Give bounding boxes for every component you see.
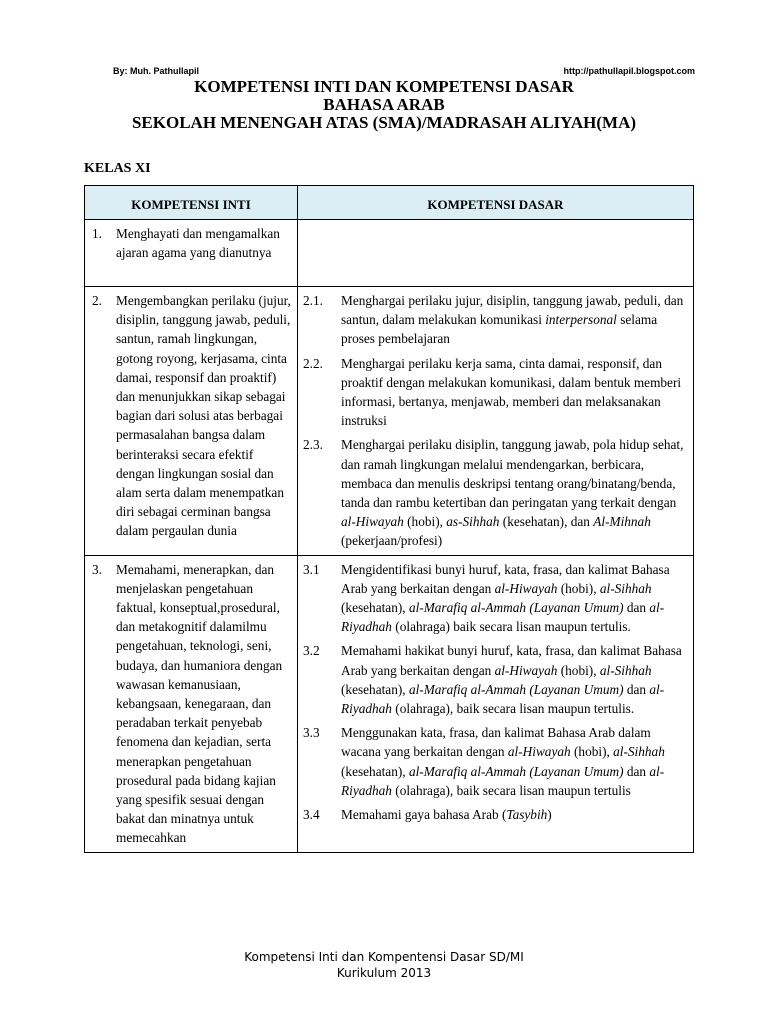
- kd-text-part: (kesehatan),: [341, 763, 409, 779]
- kd-term: al-Marafiq al-Ammah (Layanan Umum): [408, 763, 624, 779]
- kd-text-part: (olahraga) baik secara lisan maupun tertulis.: [391, 619, 631, 635]
- kd-text: [341, 354, 687, 431]
- kd-number: 2.1.: [303, 293, 323, 308]
- kd-text-part: (olahraga), baik secara lisan maupun tertulis.: [391, 701, 635, 717]
- kd-cell: [298, 287, 694, 556]
- kd-text-part: (kesehatan),: [341, 600, 409, 616]
- kd-term: interpersonal: [545, 312, 617, 328]
- kd-text-part: Memahami hakikat bunyi huruf, kata, frasa, dan kalimat Bahasa Arab yang berkaitan dengan: [341, 643, 682, 678]
- footer-line-1: Kompetensi Inti dan Kompentensi Dasar SD/MI: [244, 950, 524, 964]
- kd-term: al-Sihhah: [599, 580, 652, 596]
- kd-item: [303, 291, 687, 349]
- kd-term: al-Marafiq al-Ammah (Layanan Umum): [408, 681, 624, 697]
- blog-url[interactable]: http://pathullapil.blogspot.com: [563, 66, 695, 76]
- table-row: [85, 287, 694, 556]
- kd-term: al-Hiwayah: [494, 662, 558, 678]
- kd-text-part: Memahami gaya bahasa Arab (: [341, 807, 507, 823]
- kd-number: 3.3: [303, 725, 320, 741]
- kd-term: al-Riyadhah: [341, 681, 665, 717]
- kd-text-part: (hobi),: [557, 580, 600, 596]
- kd-text-part: (hobi),: [570, 744, 614, 760]
- kd-term: Tasybih: [506, 807, 548, 823]
- kd-text-part: dan: [623, 763, 650, 779]
- kd-item: [303, 560, 687, 637]
- kd-cell: [298, 220, 694, 287]
- kd-text-part: (kesehatan), dan: [499, 514, 594, 530]
- title-line-2: BAHASA ARAB: [323, 95, 445, 114]
- kd-text-part: (hobi),: [403, 514, 447, 530]
- kd-text-part: dan: [623, 681, 650, 697]
- kd-text-part: Menggunakan kata, frasa, dan kalimat Bahasa Arab dalam wacana yang berkaitan dengan: [341, 725, 651, 760]
- kd-term: al-Hiwayah: [507, 744, 571, 760]
- kd-text: [341, 723, 687, 800]
- kd-text-part: Mengidentifikasi bunyi huruf, kata, frasa, dan kalimat Bahasa Arab yang berkaitan dengan: [341, 561, 670, 596]
- kd-text-part: (hobi),: [557, 662, 600, 678]
- kd-text: [341, 291, 687, 349]
- kd-text-part: (olahraga), baik secara lisan maupun tertulis: [391, 782, 631, 798]
- kd-number: 3.4: [303, 807, 320, 823]
- kd-number: 3.1: [303, 561, 320, 577]
- header-kompetensi-inti: KOMPETENSI INTI: [85, 186, 298, 220]
- kd-term: as-Sihhah: [446, 514, 500, 530]
- footer-line-2: Kurikulum 2013: [336, 966, 432, 980]
- ki-item: [90, 560, 291, 848]
- document-title: [0, 78, 768, 132]
- kd-text-part: (kesehatan),: [341, 681, 409, 697]
- kd-text-part: Menghargai perilaku disiplin, tanggung jawab, pola hidup sehat, dan ramah lingkungan melalui mendengarkan, berbicara, membaca dan menulis deskripsi tentang orang/binatang/benda, tanda dan rambu ketertiban dan peringatan yang terkait dengan: [341, 437, 684, 511]
- kd-number: 3.2: [303, 643, 320, 659]
- kd-text-part: Menghargai perilaku kerja sama, cinta damai, responsif, dan proaktif dengan melakukan komunikasi, dalam bentuk memberi informasi, bertanya, menjawab, memberi dan melaksanakan instruksi: [341, 355, 682, 429]
- ki-item: [90, 291, 291, 541]
- ki-cell: [85, 287, 298, 556]
- table-row: [85, 220, 694, 287]
- kd-text: [341, 805, 687, 824]
- kd-term: al-Hiwayah: [341, 514, 404, 530]
- title-line-1: KOMPETENSI INTI DAN KOMPETENSI DASAR: [194, 77, 574, 96]
- kd-text-part: dan: [623, 600, 650, 616]
- kd-text: [341, 435, 687, 550]
- kd-item: [303, 354, 687, 431]
- ki-text: Memahami, menerapkan, dan menjelaskan pengetahuan faktual, konseptual,prosedural, dan metakognitif dalamilmu pengetahuan, teknologi, seni, budaya, dan humaniora dengan wawasan kemanusiaan, kebangsaan, kenegaraan, dan peradaban terkait penyebab fenomena dan kejadian, serta menerapkan pengetahuan prosedural pada bidang kajian yang spesifik sesuai dengan bakat dan minatnya untuk memecahkan: [116, 561, 283, 846]
- kd-text: [341, 560, 687, 637]
- kd-text-part: ): [547, 807, 552, 823]
- kd-cell: [298, 555, 694, 852]
- kd-item: [303, 805, 687, 824]
- kd-term: al-Sihhah: [613, 744, 665, 760]
- kd-text-part: Menghargai perilaku jujur, disiplin, tanggung jawab, peduli, dan santun, dalam melakukan komunikasi: [341, 293, 684, 328]
- header-kompetensi-dasar: KOMPETENSI DASAR: [298, 186, 694, 220]
- kd-term: al-Riyadhah: [341, 763, 665, 798]
- kd-text-part: (pekerjaan/profesi): [341, 533, 443, 549]
- kd-term: al-Sihhah: [599, 662, 652, 678]
- ki-number: 3.: [92, 561, 102, 577]
- ki-number: 1.: [92, 226, 102, 241]
- ki-cell: [85, 220, 298, 287]
- ki-number: 2.: [92, 293, 102, 308]
- title-line-3: SEKOLAH MENENGAH ATAS (SMA)/MADRASAH ALIYAH(MA): [131, 113, 637, 132]
- table-header-row: [85, 186, 694, 220]
- author-label: By: Muh. Pathullapil: [113, 66, 200, 76]
- kd-term: al-Marafiq al-Ammah (Layanan Umum): [408, 600, 624, 616]
- kd-item: [303, 641, 687, 718]
- ki-item: [90, 224, 291, 262]
- ki-text: Menghayati dan mengamalkan ajaran agama yang dianutnya: [116, 226, 280, 261]
- ki-cell: [85, 555, 298, 852]
- page-footer: [0, 949, 768, 981]
- kd-text-part: selama proses pembelajaran: [341, 312, 658, 347]
- kd-number: 2.3.: [303, 437, 323, 453]
- table-row: [85, 555, 694, 852]
- kd-term: al-Hiwayah: [494, 580, 558, 596]
- kd-item: [303, 435, 687, 550]
- kd-item: [303, 723, 687, 800]
- kd-number: 2.2.: [303, 355, 323, 371]
- class-heading: KELAS XI: [84, 161, 151, 176]
- competency-table: [84, 185, 694, 853]
- kd-term: Al-Mihnah: [593, 514, 651, 530]
- ki-text: Mengembangkan perilaku (jujur, disiplin, tanggung jawab, peduli, santun, ramah lingkungan, gotong royong, kerjasama, cinta damai, responsif dan proaktif) dan menunjukkan sikap sebagai bagian dari solusi atas berbagai permasalahan bangsa dalam berinteraksi secara efektif dengan lingkungan sosial dan alam serta dalam menempatkan diri sebagai cerminan bangsa dalam pergaulan dunia: [116, 293, 291, 539]
- kd-term: al-Riyadhah: [341, 600, 665, 635]
- kd-text: [341, 641, 687, 718]
